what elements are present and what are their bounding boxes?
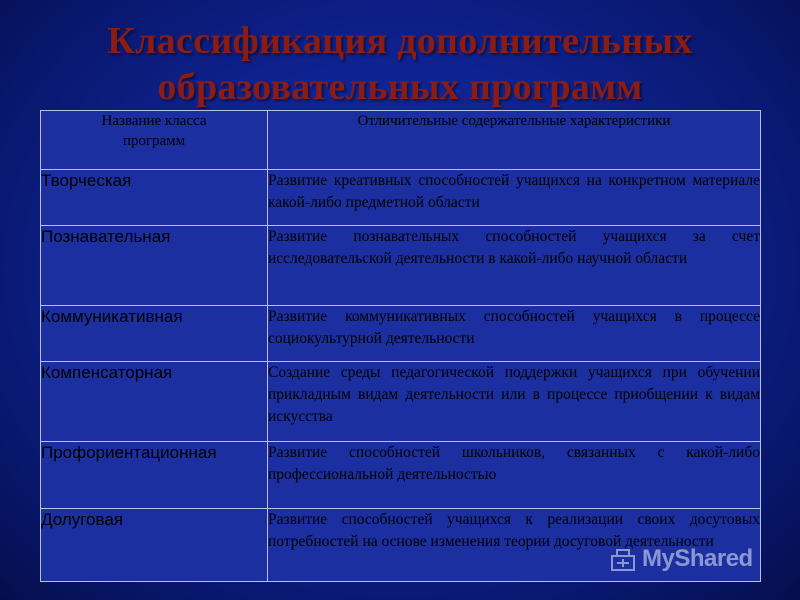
program-class-description: Развитие способностей учащихся к реализации своих досутовых потребностей на основе изменения теории досуговой деятельности	[268, 509, 761, 582]
column-header-class-name	[41, 111, 268, 170]
slide-title: Классификация дополнительных образовательных программ	[107, 20, 693, 108]
table-row	[41, 362, 761, 442]
table-row	[41, 442, 761, 509]
column-header-class-name-text: Название класса программ	[101, 113, 207, 149]
table-row	[41, 170, 761, 226]
program-class-description: Развитие креативных способностей учащихся на конкретном материале какой-либо предметной области	[268, 170, 761, 226]
column-header-characteristics: Отличительные содержательные характеристики	[268, 111, 761, 170]
program-class-description: Создание среды педагогической поддержки учащихся при обучении прикладным видам деятельности или в процессе приобщении к видам искусства	[268, 362, 761, 442]
table-row	[41, 226, 761, 306]
table-row	[41, 509, 761, 582]
program-class-name: Профориентационная	[41, 442, 268, 509]
program-class-name: Долуговая	[41, 509, 268, 582]
table-header-row	[41, 111, 761, 170]
program-class-name: Компенсаторная	[41, 362, 268, 442]
classification-table-container	[40, 110, 760, 582]
watermark-text: MyShared	[642, 545, 753, 572]
table-row	[41, 306, 761, 362]
program-class-name: Познавательная	[41, 226, 268, 306]
program-class-description: Развитие коммуникативных способностей учащихся в процессе социокультурной деятельности	[268, 306, 761, 362]
classification-table	[40, 110, 761, 582]
program-class-name: Коммуникативная	[41, 306, 268, 362]
program-class-description: Развитие способностей школьников, связанных с какой-либо профессиональной деятельностью	[268, 442, 761, 509]
program-class-description: Развитие познавательных способностей учащихся за счет исследовательской деятельности в какой-либо научной области	[268, 226, 761, 306]
program-class-name: Творческая	[41, 170, 268, 226]
